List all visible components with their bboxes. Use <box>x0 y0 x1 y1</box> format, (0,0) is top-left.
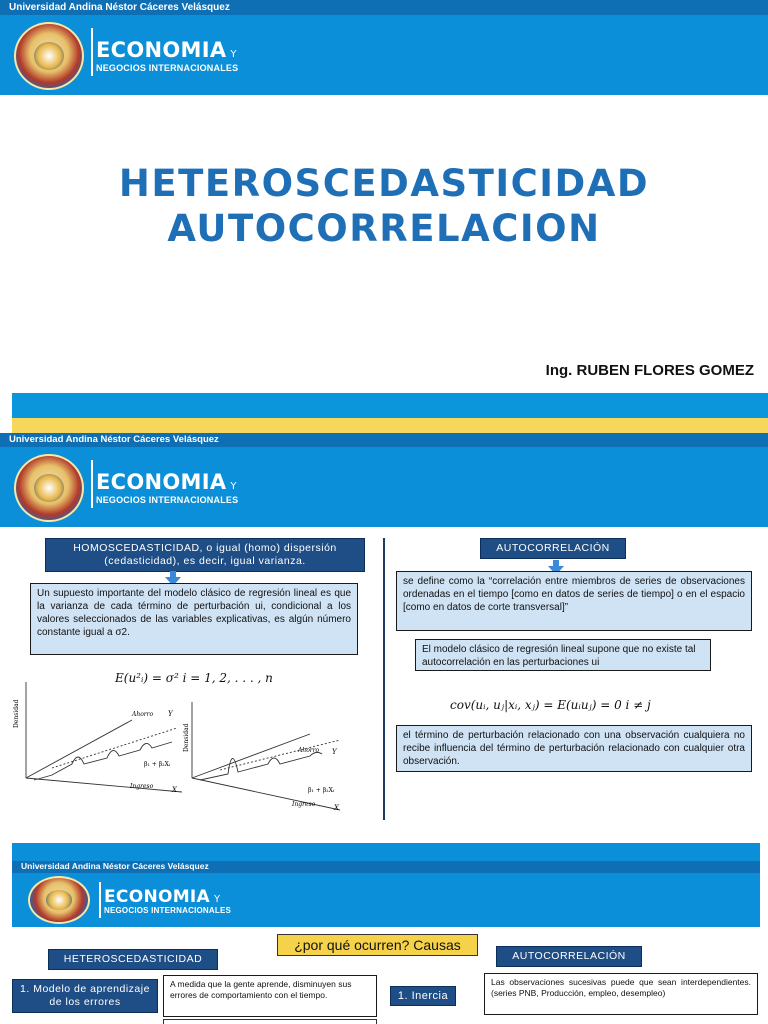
column-divider <box>383 538 385 820</box>
regression-line-label: β₁ + β₂Xᵢ <box>144 761 171 768</box>
density-graph-homoscedastic <box>12 680 192 800</box>
x-axis-label: X <box>172 786 177 794</box>
slide3-top-band <box>12 843 760 861</box>
ingreso-label: Ingreso <box>130 783 154 790</box>
cause-inertia-desc: Las observaciones sucesivas puede que sean interdependientes. (series PNB, Producción, empleo, desempleo) <box>484 973 758 1015</box>
x-axis-label-2: X <box>334 804 339 812</box>
density-axis-label: Densidad <box>13 699 20 728</box>
brand-subtitle-2: NEGOCIOS INTERNACIONALES <box>96 495 239 505</box>
cause-learning-errors: 1. Modelo de aprendizaje de los errores <box>12 979 158 1013</box>
cause-next-box <box>163 1019 377 1024</box>
university-bar <box>0 0 768 15</box>
footer-yellow-band <box>12 418 768 433</box>
university-logo-icon-3 <box>28 876 90 924</box>
brand-title: ECONOMIA Y <box>96 38 237 62</box>
university-bar-2: Universidad Andina Néstor Cáceres Velásquez <box>0 433 768 447</box>
no-influence-explanation: el término de perturbación relacionado con una observación cualquiera no recibe influencia del término de perturbación relacionado con cualquier otra observación. <box>396 725 752 772</box>
brand-separator-2 <box>91 460 93 508</box>
brand-separator-3 <box>99 882 101 918</box>
brand-title-2: ECONOMIA Y <box>96 470 237 494</box>
brand-separator <box>91 28 93 76</box>
classic-model-assumption: El modelo clásico de regresión lineal supone que no existe tal autocorrelación en las perturbaciones ui <box>415 639 711 671</box>
autocorrelation-definition: se define como la “correlación entre miembros de series de observaciones ordenadas en el tiempo [como en datos de series de tiempo] o en el espacio [como en datos de corte transversal]” <box>396 571 752 631</box>
causes-heading: ¿por qué ocurren? Causas <box>277 934 478 956</box>
university-logo-icon-2 <box>14 454 84 522</box>
cause-inertia: 1. Inercia <box>390 986 456 1006</box>
slide-title-line1: HETEROSCEDASTICIDAD <box>118 162 650 205</box>
university-logo-icon <box>14 22 84 90</box>
brand-subtitle: NEGOCIOS INTERNACIONALES <box>96 63 239 73</box>
covariance-formula: cov(uᵢ, uⱼ|xᵢ, xⱼ) = E(uᵢuⱼ) = 0 i ≠ j <box>450 698 651 712</box>
density-graph-heteroscedastic <box>180 700 355 818</box>
ahorro-label: Ahorro <box>132 711 154 718</box>
heteroscedasticity-tag: HETEROSCEDASTICIDAD <box>48 949 218 970</box>
ahorro-label-2: Ahorro <box>298 747 320 754</box>
university-name: Universidad Andina Néstor Cáceres Velásquez <box>9 2 230 13</box>
homoscedasticity-tag: HOMOSCEDASTICIDAD, o igual (homo) dispersión (cedasticidad), es decir, igual varianza. <box>45 538 365 572</box>
autocorrelation-tag-2: AUTOCORRELACIÓN <box>496 946 642 967</box>
ingreso-label-2: Ingreso <box>292 801 316 808</box>
cause-learning-errors-desc: A medida que la gente aprende, disminuyen sus errores de comportamiento con el tiempo. <box>163 975 377 1017</box>
slide-title-line2: AUTOCORRELACION <box>167 207 601 250</box>
density-axis-label-2: Densidad <box>183 723 190 752</box>
homoscedasticity-description: Un supuesto importante del modelo clásico de regresión lineal es que la varianza de cada término de perturbación ui, condicional a los valores seleccionados de las variables explicativas, es algún número constante igual a σ2. <box>30 583 358 655</box>
autocorrelation-tag: AUTOCORRELACIÓN <box>480 538 626 559</box>
y-axis-label-2: Y <box>332 748 337 756</box>
university-bar-3: Universidad Andina Néstor Cáceres Velásquez <box>12 861 760 873</box>
footer-blue-band <box>12 393 768 418</box>
brand-subtitle-3: NEGOCIOS INTERNACIONALES <box>104 906 232 915</box>
author-name: Ing. RUBEN FLORES GOMEZ <box>545 362 754 379</box>
y-axis-label: Y <box>168 710 173 718</box>
variance-formula: E(u²ᵢ) = σ² i = 1, 2, . . . , n <box>115 671 273 685</box>
regression-line-label-2: β₁ + β₂Xᵢ <box>308 787 335 794</box>
brand-title-3: ECONOMIA Y <box>104 887 221 907</box>
